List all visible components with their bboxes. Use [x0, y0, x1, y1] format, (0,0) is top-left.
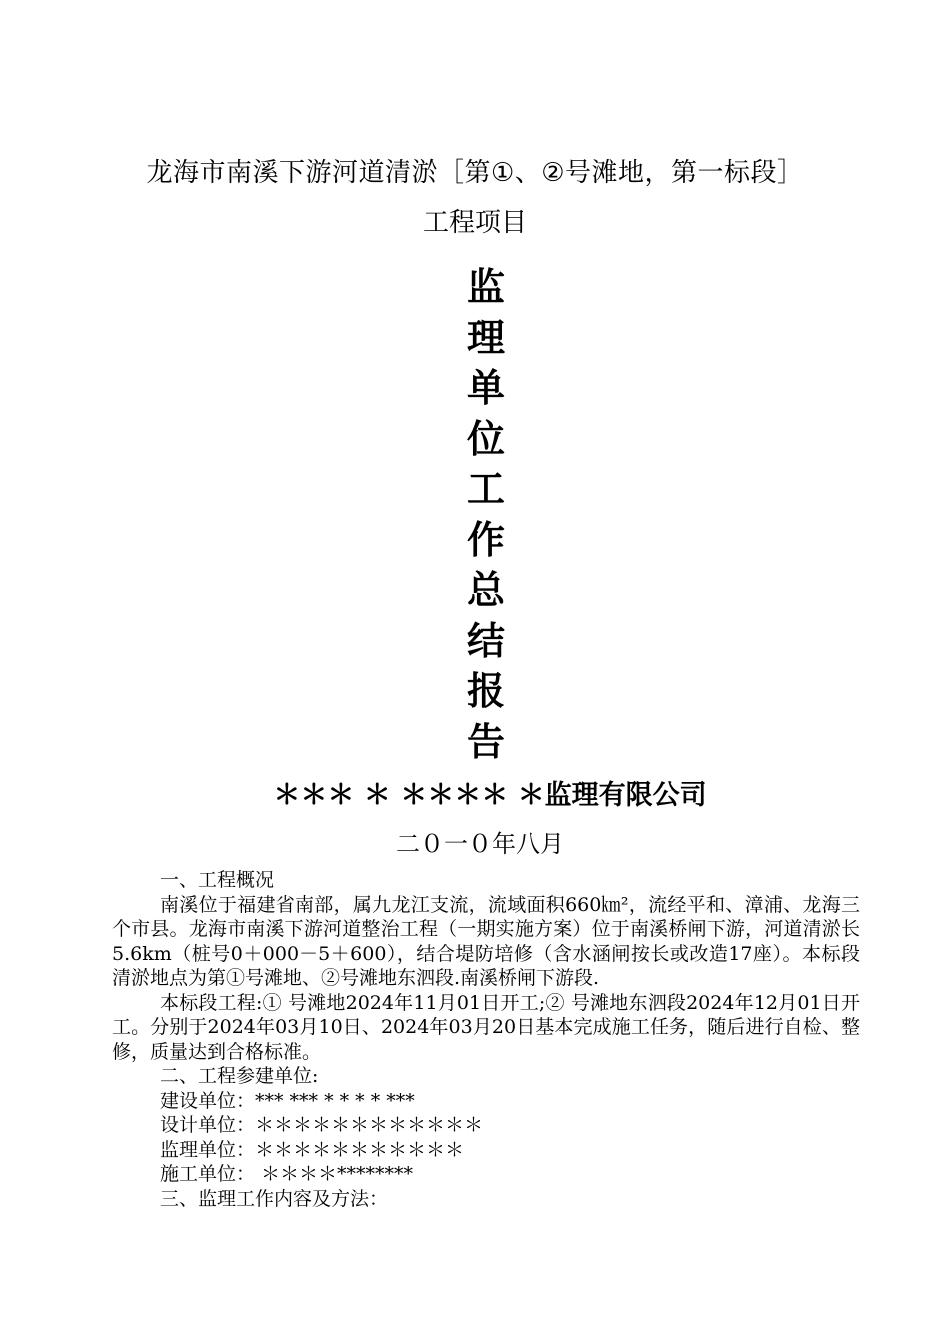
document-body	[112, 868, 860, 1211]
participant-supervision-unit: 监理单位：＊＊＊＊＊＊＊＊＊＊＊	[160, 1138, 465, 1161]
report-title-char: 结	[466, 618, 505, 663]
report-title-char: 总	[466, 568, 505, 612]
paragraph-overview: 南溪位于福建省南部，属九龙江支流，流域面积660㎞²，流经平和、漳浦、龙海三个市县。龙海市南溪下游河道整治工程（一期实施方案）位于南溪桥闸下游，河道清淤长5.6km（桩号0＋000－5＋600），结合堤防培修（含水涵闸按长或改造17座）。本标段清淤地点为第①号滩地、②号滩地东泗段.南溪桥闸下游段.	[112, 893, 860, 989]
report-title-char: 告	[466, 719, 505, 764]
project-title-line-1: 龙海市南溪下游河道清淤［第①、②号滩地，第一标段］	[146, 158, 804, 188]
report-date: 二０一０年八月	[396, 830, 564, 858]
section-heading-participants: 二、工程参建单位:	[160, 1065, 319, 1087]
company-name: ＊＊＊ ＊ ＊＊＊＊ ＊监理有限公司	[273, 780, 707, 811]
report-title-char: 工	[466, 467, 505, 511]
section-heading-supervision-methods: 三、监理工作内容及方法：	[160, 1187, 389, 1210]
report-title-char: 位	[466, 416, 505, 461]
report-title-char: 报	[466, 669, 505, 713]
participant-contractor-unit: 施工单位： ＊＊＊＊********	[160, 1163, 414, 1185]
paragraph-schedule: 本标段工程:① 号滩地2024年11月01日开工;② 号滩地东泗段2024年12月01日开工。分别于2024年03月10日、2024年03月20日基本完成施工任务，随后进行自检、整修，质量达到合格标准。	[112, 991, 860, 1063]
report-title-char: 理	[466, 315, 505, 360]
report-title-char: 单	[466, 366, 505, 410]
report-title-char: 监	[466, 265, 505, 309]
participant-design-unit: 设计单位：＊＊＊＊＊＊＊＊＊＊＊＊	[160, 1114, 484, 1136]
report-title-char: 作	[466, 517, 505, 562]
participant-construction-unit: 建设单位：*** *** * * * * ***	[160, 1089, 415, 1112]
section-heading-overview: 一、工程概况	[160, 869, 275, 891]
project-title-line-2: 工程项目	[422, 208, 527, 238]
report-title-vertical	[0, 262, 950, 767]
